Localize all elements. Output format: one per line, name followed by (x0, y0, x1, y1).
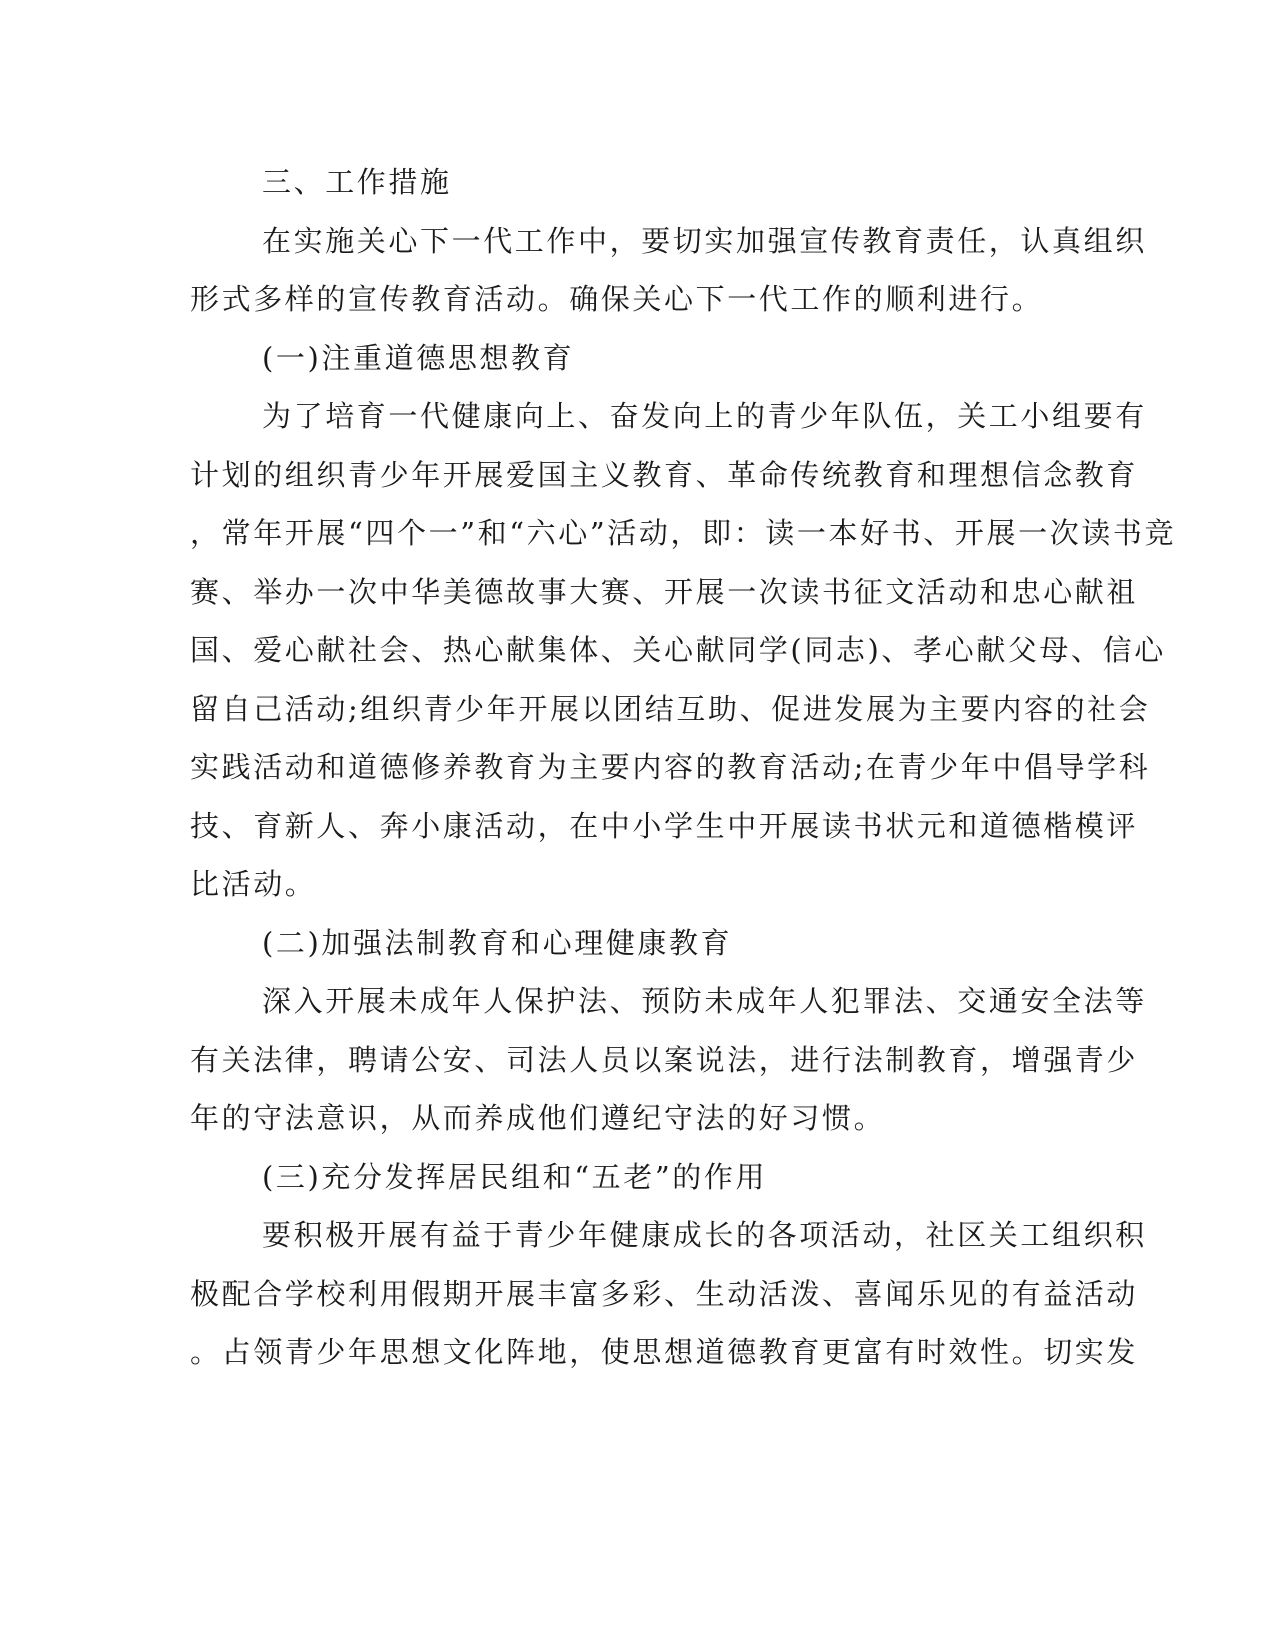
paragraph-line: 年的守法意识，从而养成他们遵纪守法的好习惯。 (190, 1101, 886, 1135)
paragraph-line: 国、爱心献社会、热心献集体、关心献同学(同志)、孝心献父母、信心 (190, 633, 1166, 667)
paragraph-line: 留自己活动;组织青少年开展以团结互助、促进发展为主要内容的社会 (190, 692, 1151, 726)
paragraph-line: 形式多样的宣传教育活动。确保关心下一代工作的顺利进行。 (190, 282, 1044, 316)
section-heading: 三、工作措施 (262, 165, 452, 199)
paragraph-line: 比活动。 (190, 867, 317, 901)
paragraph-line: 。占领青少年思想文化阵地，使思想道德教育更富有时效性。切实发 (190, 1335, 1139, 1369)
paragraph-line: 赛、举办一次中华美德故事大赛、开展一次读书征文活动和忠心献祖 (190, 575, 1139, 609)
subsection-heading: (二)加强法制教育和心理健康教育 (262, 926, 733, 960)
paragraph-line: 要积极开展有益于青少年健康成长的各项活动，社区关工组织积 (262, 1218, 1147, 1252)
subsection-heading: (一)注重道德思想教育 (262, 341, 575, 375)
subsection-heading: (三)充分发挥居民组和“五老”的作用 (262, 1160, 768, 1194)
paragraph-line: 技、育新人、奔小康活动，在中小学生中开展读书状元和道德楷模评 (190, 809, 1139, 843)
paragraph-line: 为了培育一代健康向上、奋发向上的青少年队伍，关工小组要有 (262, 399, 1147, 433)
paragraph-line: ，常年开展“四个一”和“六心”活动，即：读一本好书、开展一次读书竞 (190, 516, 1177, 550)
paragraph-line: 实践活动和道德修养教育为主要内容的教育活动;在青少年中倡导学科 (190, 750, 1151, 784)
paragraph-line: 深入开展未成年人保护法、预防未成年人犯罪法、交通安全法等 (262, 984, 1147, 1018)
paragraph-line: 有关法律，聘请公安、司法人员以案说法，进行法制教育，增强青少 (190, 1043, 1139, 1077)
paragraph-line: 极配合学校利用假期开展丰富多彩、生动活泼、喜闻乐见的有益活动 (190, 1277, 1139, 1311)
paragraph-line: 计划的组织青少年开展爱国主义教育、革命传统教育和理想信念教育 (190, 458, 1139, 492)
paragraph-line: 在实施关心下一代工作中，要切实加强宣传教育责任，认真组织 (262, 224, 1147, 258)
